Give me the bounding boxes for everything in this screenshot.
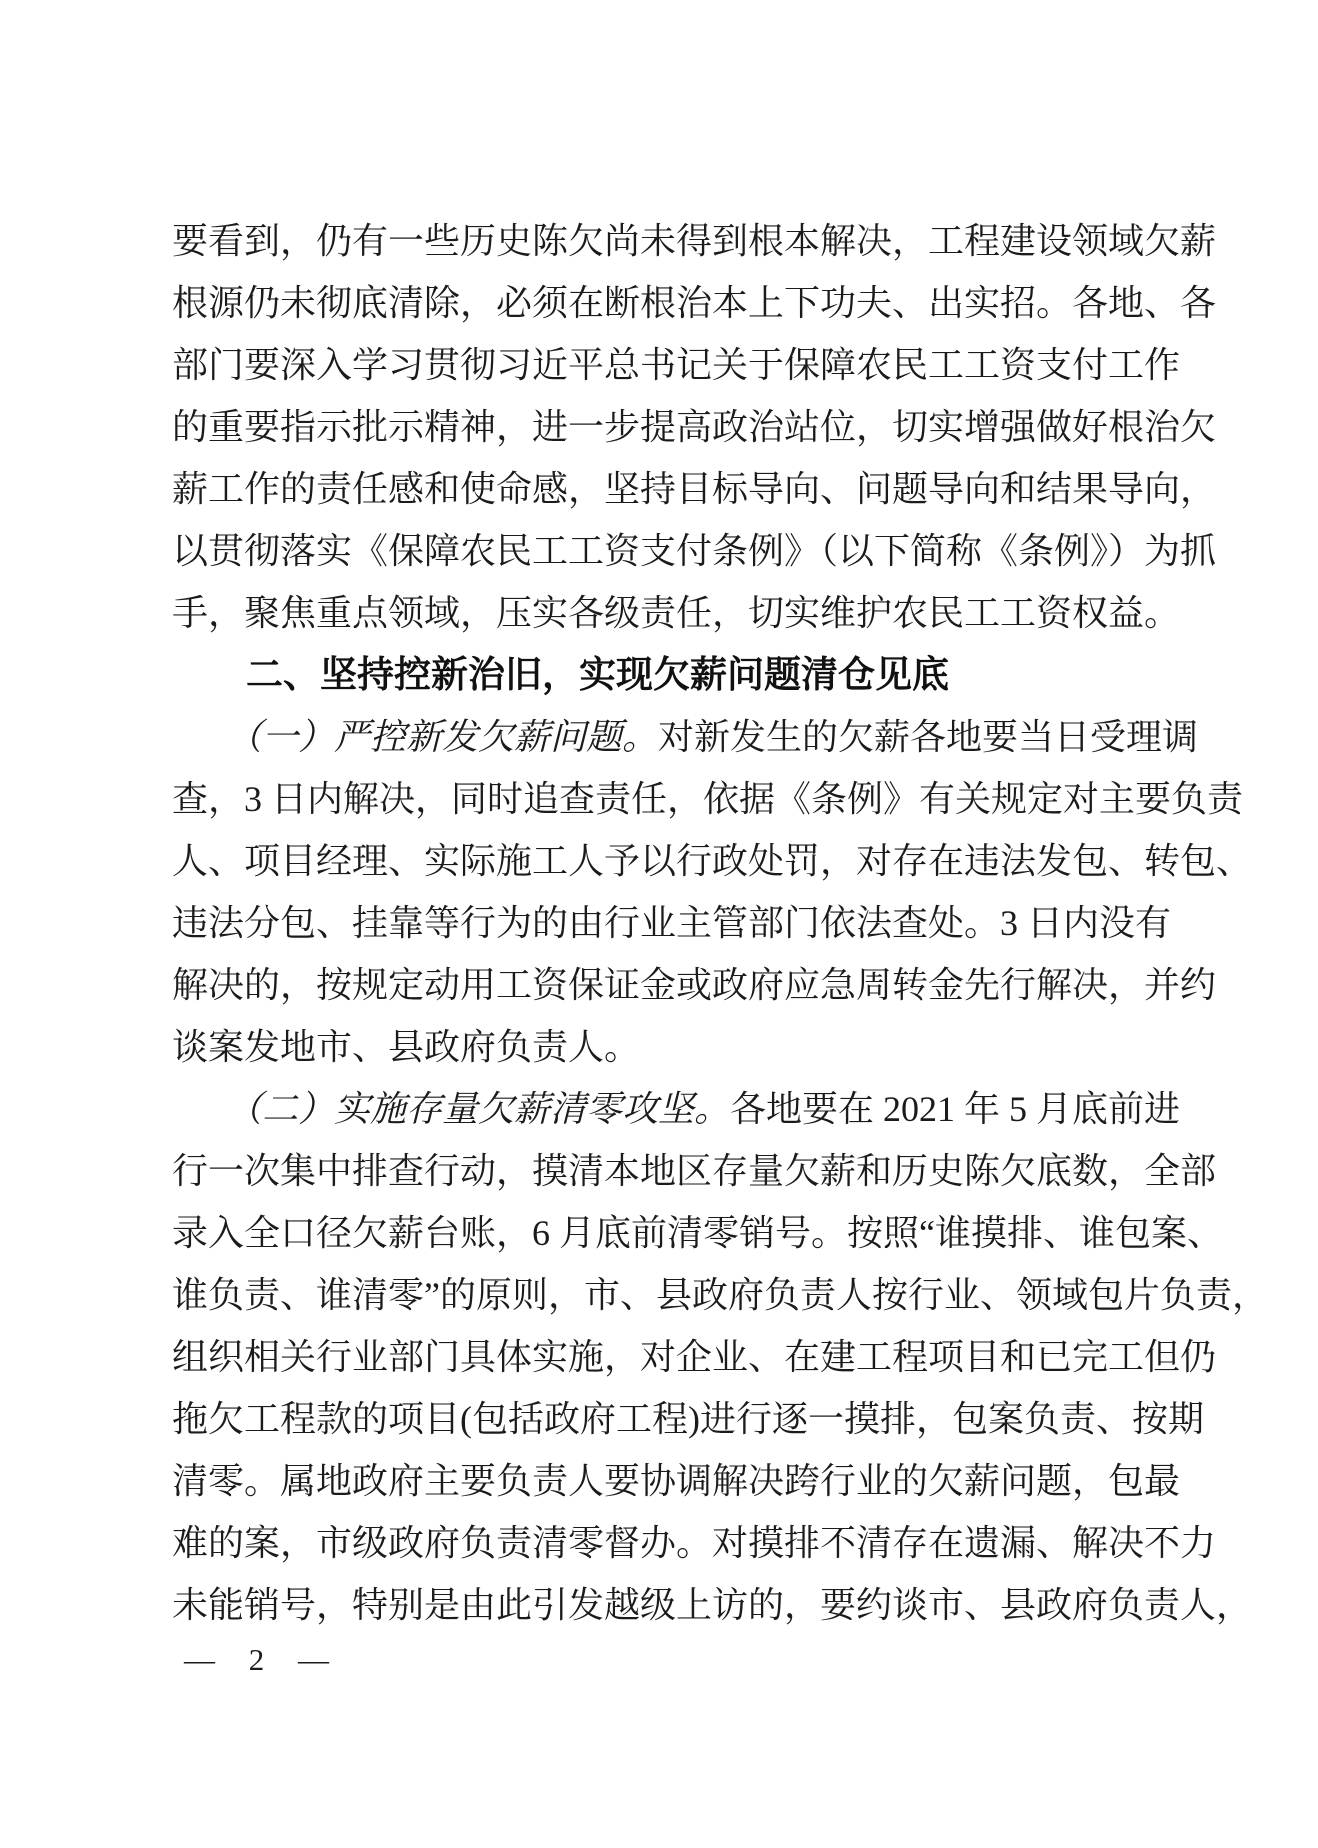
text-line (172, 1078, 1212, 1140)
text-segment-fangsong: 难的案，市级政府负责清零督办。对摸排不清存在遗漏、解决不力 (172, 1523, 1217, 1563)
text-line (172, 210, 1217, 272)
text-segment-fangsong: 根源仍未彻底清除，必须在断根治本上下功夫、出实招。各地、各 (172, 283, 1217, 323)
text-segment-fangsong: 查，3 日内解决，同时追查责任，依据《条例》有关规定对主要负责 (172, 779, 1244, 819)
text-line (172, 830, 1253, 892)
text-segment-fangsong: 薪工作的责任感和使命感，坚持目标导向、问题导向和结果导向， (172, 469, 1217, 509)
text-line (172, 582, 1212, 644)
text-line (172, 1512, 1217, 1574)
text-segment-fangsong: 的重要指示批示精神，进一步提高政治站位，切实增强做好根治欠 (172, 407, 1217, 447)
text-line (172, 892, 1212, 954)
text-segment-fangsong: 手，聚焦重点领域，压实各级责任，切实维护农民工工资权益。 (172, 593, 1181, 633)
text-segment-kaiti: （二）实施存量欠薪清零攻坚。 (226, 1089, 731, 1129)
text-segment-kaiti: （一）严控新发欠薪问题。 (226, 717, 659, 757)
text-segment-fangsong: 谈案发地市、县政府负责人。 (172, 1027, 641, 1067)
text-line (172, 1388, 1212, 1450)
text-segment-fangsong: 录入全口径欠薪台账，6 月底前清零销号。按照“谁摸排、谁包案、 (172, 1213, 1223, 1253)
text-line (172, 1326, 1217, 1388)
text-segment-fangsong: 要看到，仍有一些历史陈欠尚未得到根本解决，工程建设领域欠薪 (172, 221, 1217, 261)
text-segment-fangsong: 未能销号，特别是由此引发越级上访的，要约谈市、县政府负责人， (172, 1585, 1253, 1625)
text-line (172, 706, 1212, 768)
text-segment-fangsong: 违法分包、挂靠等行为的由行业主管部门依法查处。3 日内没有 (172, 903, 1172, 943)
text-line (172, 1202, 1223, 1264)
text-line (172, 1016, 1212, 1078)
section-heading (172, 644, 1212, 706)
text-segment-fangsong: 以贯彻落实《保障农民工工资支付条例》（以下简称《条例》）为抓 (172, 531, 1217, 571)
text-segment-fangsong: 部门要深入学习贯彻习近平总书记关于保障农民工工资支付工作 (172, 345, 1181, 385)
text-segment-fangsong: 清零。属地政府主要负责人要协调解决跨行业的欠薪问题，包最 (172, 1461, 1181, 1501)
text-line (172, 1264, 1268, 1326)
text-segment-fangsong: 各地要在 2021 年 5 月底前进 (730, 1089, 1181, 1129)
text-line (172, 520, 1217, 582)
text-line (172, 272, 1217, 334)
text-segment-fangsong: 对新发生的欠薪各地要当日受理调 (658, 717, 1199, 757)
text-line (172, 334, 1212, 396)
text-line (172, 1450, 1212, 1512)
text-segment-fangsong: 谁负责、谁清零”的原则，市、县政府负责人按行业、领域包片负责， (172, 1275, 1268, 1315)
text-segment-fangsong: 解决的，按规定动用工资保证金或政府应急周转金先行解决，并约 (172, 965, 1217, 1005)
text-segment-fangsong: 拖欠工程款的项目(包括政府工程)进行逐一摸排，包案负责、按期 (172, 1399, 1204, 1439)
text-segment-fangsong: 人、项目经理、实际施工人予以行政处罚，对存在违法发包、转包、 (172, 841, 1253, 881)
page-footer (184, 1642, 336, 1678)
text-line (172, 1140, 1217, 1202)
text-segment-fangsong: 组织相关行业部门具体实施，对企业、在建工程项目和已完工但仍 (172, 1337, 1217, 1377)
text-line (172, 768, 1244, 830)
text-segment-fangsong: 行一次集中排查行动，摸清本地区存量欠薪和历史陈欠底数，全部 (172, 1151, 1217, 1191)
text-line (172, 1574, 1253, 1636)
text-line (172, 954, 1217, 1016)
text-block (172, 210, 1268, 1636)
page-number: — 2 — (184, 1642, 336, 1677)
text-line (172, 396, 1217, 458)
text-segment-heiti: 二、坚持控新治旧，实现欠薪问题清仓见底 (246, 654, 949, 695)
text-line (172, 458, 1217, 520)
